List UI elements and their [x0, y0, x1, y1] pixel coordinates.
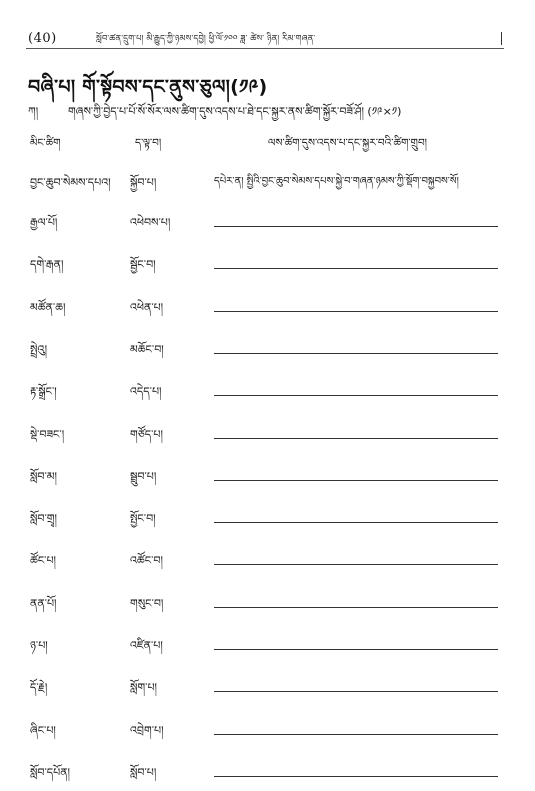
row-verb: འཛིན་པ། — [130, 639, 163, 652]
row-noun: ཚོང་པ། — [30, 554, 56, 568]
answer-line[interactable] — [214, 734, 498, 735]
row-noun: དོ་རྗེ། — [30, 681, 48, 695]
row-noun: སློབ་གྲྭ། — [30, 512, 57, 526]
row-verb: སྦྲུབ་པ། — [130, 469, 157, 483]
row-noun: ནན་པོ། — [30, 596, 57, 610]
answer-line[interactable] — [214, 438, 498, 439]
answer-line[interactable] — [214, 776, 498, 777]
table-row — [0, 755, 535, 785]
answer-line[interactable] — [214, 480, 498, 481]
header-tick-mark — [501, 32, 502, 45]
table-row — [0, 501, 535, 531]
row-verb: འཕེབས་པ། — [130, 216, 171, 229]
answer-line[interactable] — [214, 607, 498, 608]
table-header — [0, 128, 535, 150]
exercise-instruction — [28, 99, 401, 130]
table-row — [0, 459, 535, 489]
header-verb: ད་ལྟ་བ། — [135, 137, 162, 149]
answer-line[interactable] — [214, 268, 498, 269]
example-sentence: དཔེར་ན། སྤྱིའི་བྱང་ཆུབ་སེམས་དཔས་སྐྱེ་བ་གཞན་ཉམས་ཀྱི་སྡོག་བསྐྱབས་སོ། — [214, 176, 459, 187]
row-verb: འབྲེག་པ། — [130, 723, 164, 737]
table-row — [0, 628, 535, 658]
header-divider — [26, 48, 504, 49]
row-verb: འཕེན་པ། — [130, 300, 164, 314]
running-head: སློབ་ཚན་དྲུག་པ། མི་རྒྱུད་ཀྱི་ཉམས་དབྱེ། ཕྱི་ལོ་༡༠༠ ཟླ་ ཚེས་ ཉིན། རིམ་གཞན་ — [96, 34, 316, 44]
row-noun: ཉ་པ། — [30, 639, 48, 652]
table-row — [0, 332, 535, 362]
row-verb: གསུང་བ། — [130, 596, 164, 610]
table-row — [0, 205, 535, 235]
row-noun: མཚོན་ཆ། — [30, 300, 66, 314]
page-number: (40) — [28, 31, 57, 46]
row-noun: དགེ་རྒན། — [30, 258, 64, 272]
answer-line[interactable] — [214, 564, 498, 565]
table-row — [0, 543, 535, 573]
row-noun: སློབ་དཔོན། — [30, 765, 70, 779]
row-verb: འཚོང་བ། — [130, 554, 163, 568]
row-verb: སློག་པ། — [130, 681, 157, 695]
table-row — [0, 374, 535, 404]
row-verb: གཙོད་པ། — [130, 427, 163, 441]
row-verb: སྤྱོང་བ། — [130, 512, 156, 526]
row-verb: འདེད་པ། — [130, 385, 162, 399]
answer-line[interactable] — [214, 649, 498, 650]
answer-line[interactable] — [214, 522, 498, 523]
answer-line[interactable] — [214, 353, 498, 354]
header-noun: མིང་ཚིག — [30, 137, 61, 149]
exercise-label: ཀ། — [28, 105, 39, 118]
table-row — [0, 247, 535, 277]
header-sentence: ལས་ཚིག་དུས་འདས་པ་དང་སྐྱར་བའི་ཚིག་གྲུབ། — [268, 137, 428, 149]
exercise-text: གཞས་ཀྱི་བྱེད་པ་པོ་སོ་སོར་ལས་ཚིག་དུས་འདས་པ་ཐེ་དང་སྐྱར་ནས་ཚིག་སྐྱོར་བཟོ་ཤོ། (༡༩×༡) — [68, 105, 402, 118]
example-verb: སྐྱོབ་པ། — [130, 176, 157, 189]
row-noun: སྤྲེའུ། — [30, 342, 48, 356]
answer-line[interactable] — [214, 226, 498, 227]
row-verb: སྦྱོང་བ། — [130, 258, 156, 272]
row-noun: སློབ་མ། — [30, 469, 57, 483]
table-row — [0, 290, 535, 320]
table-row — [0, 713, 535, 743]
example-row — [0, 165, 535, 195]
row-noun: རྟ་སྒྲོང་། — [30, 385, 57, 399]
table-row — [0, 417, 535, 447]
answer-line[interactable] — [214, 691, 498, 692]
row-verb: སློབ་པ། — [130, 765, 157, 779]
page-header — [26, 26, 504, 48]
table-row — [0, 586, 535, 616]
answer-line[interactable] — [214, 395, 498, 396]
row-verb: མཆོང་བ། — [130, 342, 164, 356]
row-noun: རྒྱལ་པོ། — [30, 216, 58, 229]
lesson-title: བཞི་པ། གོ་སྟོབས་དང་ནུས་ཅུལ།(༡༩) — [28, 76, 268, 98]
row-noun: སྡེ་བཟང་། — [30, 427, 65, 441]
answer-line[interactable] — [214, 311, 498, 312]
table-row — [0, 670, 535, 700]
row-noun: ཞིང་པ། — [30, 723, 56, 737]
example-noun: བྱང་ཆུབ་སེམས་དཔའ། — [30, 176, 111, 189]
